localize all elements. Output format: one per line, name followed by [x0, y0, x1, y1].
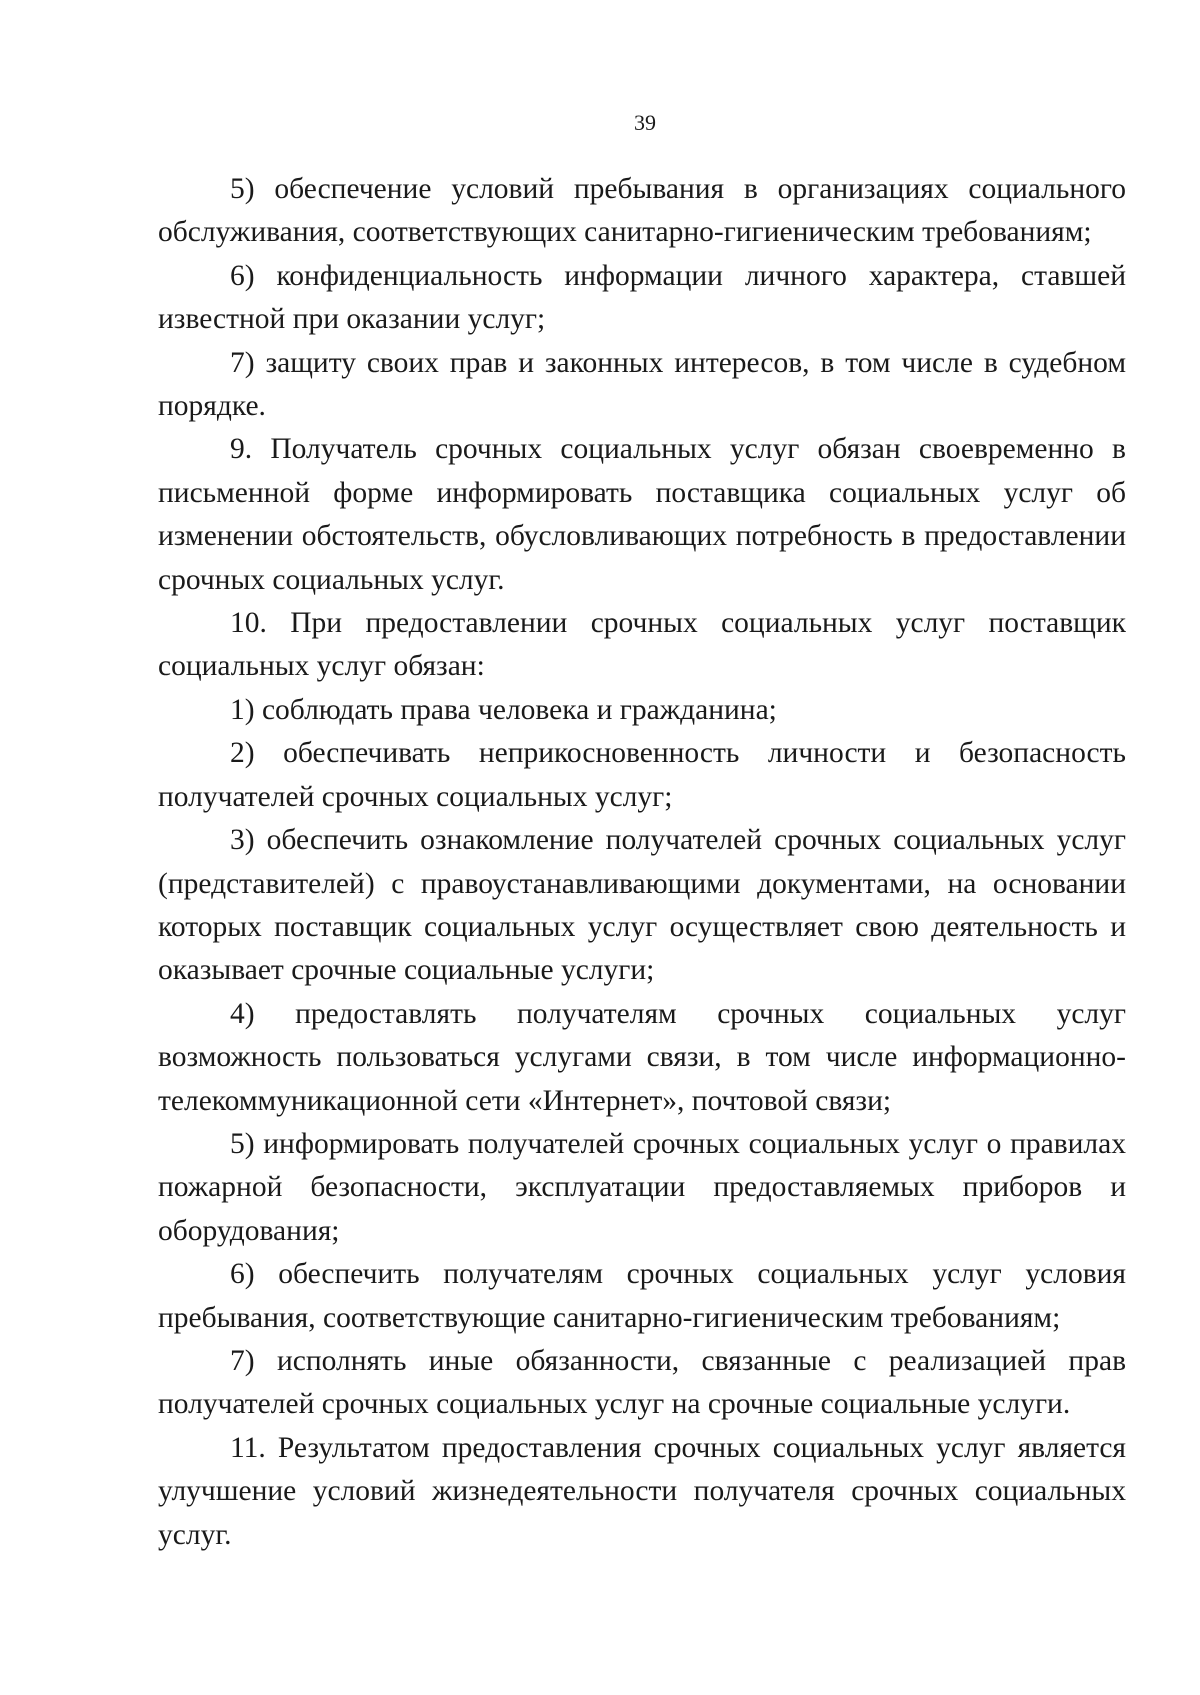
paragraph-duty-6: 6) обеспечить получателям срочных социальных услуг условия пребывания, соответствующие санитарно-гигиеническим требованиям;: [158, 1258, 1126, 1334]
paragraph-clause-9: 9. Получатель срочных социальных услуг обязан своевременно в письменной форме информировать поставщика социальных услуг об изменении обстоятельств, обусловливающих потребность в предоставлении срочных социальных услуг.: [158, 433, 1126, 596]
paragraph-item-6-confidentiality: 6) конфиденциальность информации личного характера, ставшей известной при оказании услуг;: [158, 259, 1126, 336]
paragraph-clause-10: 10. При предоставлении срочных социальных услуг поставщик социальных услуг обязан:: [158, 607, 1126, 683]
paragraph-item-5-conditions: 5) обеспечение условий пребывания в организациях социального обслуживания, соответствующих санитарно-гигиеническим требованиям;: [158, 173, 1126, 249]
paragraph-duty-1: 1) соблюдать права человека и гражданина;: [230, 693, 777, 726]
page-number: 39: [634, 110, 656, 135]
paragraph-duty-4: 4) предоставлять получателям срочных социальных услуг возможность пользоваться услугами связи, в том числе информационно-телекоммуникационной сети «Интернет», почтовой связи;: [158, 997, 1126, 1117]
paragraph-item-7-protection: 7) защиту своих прав и законных интересов, в том числе в судебном порядке.: [158, 346, 1126, 423]
document-body: [158, 168, 1126, 1557]
paragraph-duty-3: 3) обеспечить ознакомление получателей срочных социальных услуг (представителей) с правоустанавливающими документами, на основании которых поставщик социальных услуг осуществляет свою деятельность и оказывает срочные социальные услуги;: [158, 824, 1126, 987]
paragraph-duty-2: 2) обеспечивать неприкосновенность личности и безопасность получателей срочных социальных услуг;: [158, 737, 1126, 813]
paragraph-duty-5: 5) информировать получателей срочных социальных услуг о правилах пожарной безопасности, эксплуатации предоставляемых приборов и оборудования;: [158, 1127, 1126, 1247]
paragraph-clause-11: 11. Результатом предоставления срочных социальных услуг является улучшение условий жизнедеятельности получателя срочных социальных услуг.: [158, 1431, 1126, 1551]
paragraph-duty-7: 7) исполнять иные обязанности, связанные с реализацией прав получателей срочных социальных услуг на срочные социальные услуги.: [158, 1344, 1126, 1421]
